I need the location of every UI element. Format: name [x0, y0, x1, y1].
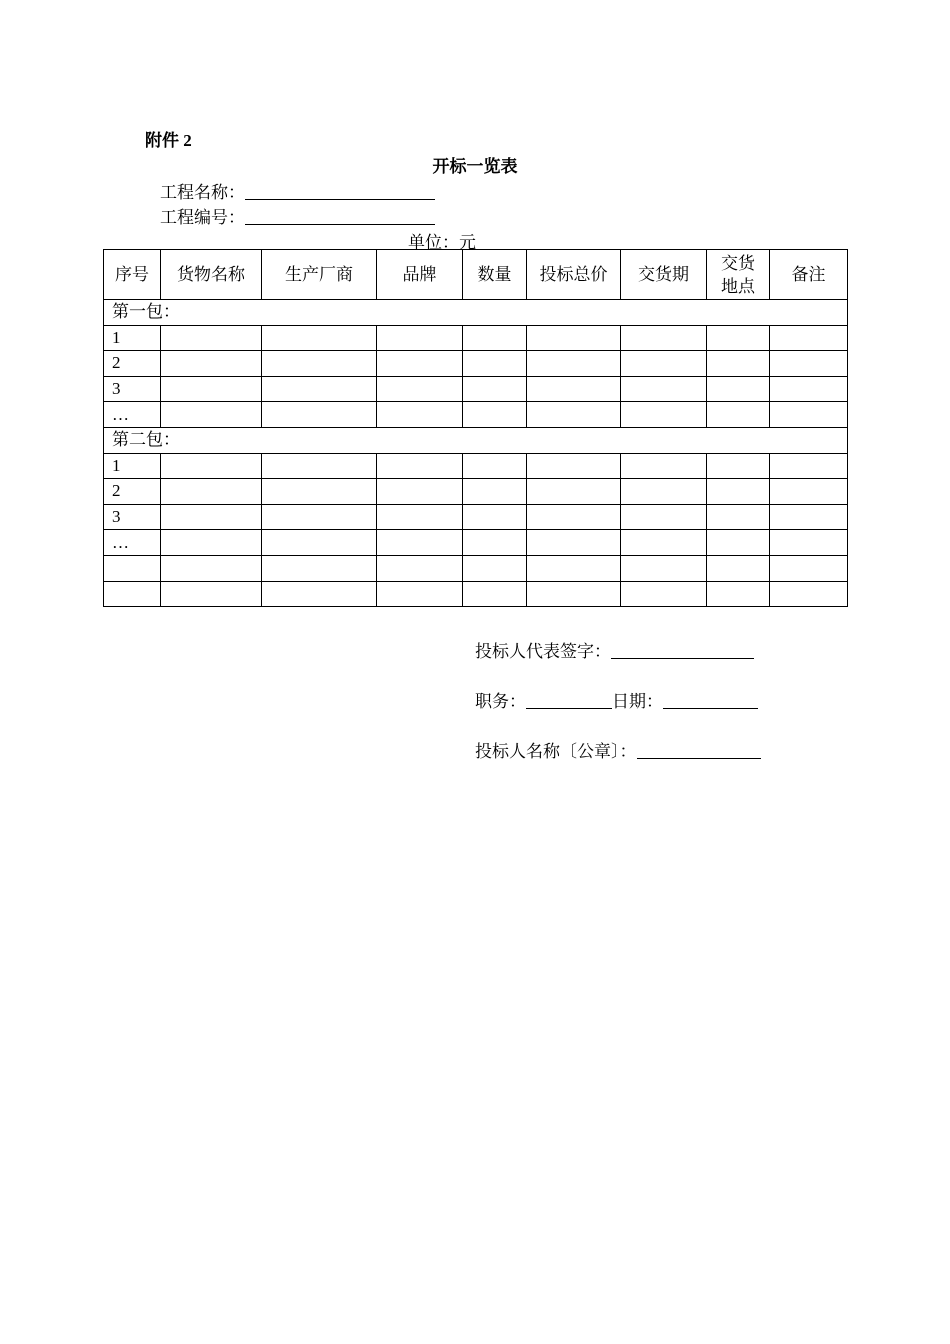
table-cell	[463, 325, 527, 351]
table-cell	[262, 351, 377, 377]
table-row	[104, 351, 848, 377]
table-cell	[262, 581, 377, 607]
table-cell	[161, 479, 262, 505]
table-cell	[527, 351, 621, 377]
representative-signature-field	[475, 637, 754, 662]
table-row	[104, 453, 848, 479]
table-row	[104, 376, 848, 402]
table-cell	[377, 504, 463, 530]
table-cell	[161, 351, 262, 377]
package2-label: 第二包：	[104, 427, 848, 453]
package1-row-index: …	[104, 402, 161, 428]
attachment-label: 附件 2	[145, 131, 192, 150]
table-cell	[463, 351, 527, 377]
position-blank	[526, 692, 612, 709]
table-cell	[621, 479, 707, 505]
table-cell	[527, 376, 621, 402]
table-cell	[463, 376, 527, 402]
company-seal-field	[475, 737, 761, 762]
table-cell	[161, 530, 262, 556]
package2-row-index: 2	[104, 479, 161, 505]
project-number-blank	[245, 208, 435, 225]
table-cell	[621, 325, 707, 351]
table-cell	[770, 479, 848, 505]
table-cell	[707, 351, 770, 377]
table-cell	[770, 530, 848, 556]
header-total-price: 投标总价	[527, 250, 621, 300]
table-cell	[527, 504, 621, 530]
table-cell	[161, 325, 262, 351]
table-cell	[527, 402, 621, 428]
page-title: 开标一览表	[432, 157, 518, 176]
table-cell	[527, 530, 621, 556]
company-name-blank	[637, 742, 761, 759]
table-cell	[262, 555, 377, 581]
table-cell	[262, 530, 377, 556]
table-cell	[377, 555, 463, 581]
package2-row-index	[104, 555, 161, 581]
table-cell	[707, 504, 770, 530]
bid-opening-table	[103, 249, 848, 607]
header-quantity: 数量	[463, 250, 527, 300]
table-cell	[707, 479, 770, 505]
header-delivery-place-line2: 地点	[721, 276, 755, 296]
table-cell	[621, 581, 707, 607]
package1-row-index: 1	[104, 325, 161, 351]
project-name-blank	[245, 183, 435, 200]
project-name-label: 工程名称：	[160, 183, 245, 202]
table-cell	[262, 325, 377, 351]
table-cell	[707, 453, 770, 479]
package1-row	[104, 300, 848, 326]
table-cell	[377, 325, 463, 351]
package2-row-index: …	[104, 530, 161, 556]
table-cell	[161, 504, 262, 530]
table-cell	[621, 453, 707, 479]
header-index: 序号	[104, 250, 161, 300]
table-cell	[262, 504, 377, 530]
table-cell	[621, 530, 707, 556]
table-cell	[262, 453, 377, 479]
table-cell	[161, 555, 262, 581]
table-cell	[770, 555, 848, 581]
table-cell	[770, 581, 848, 607]
header-manufacturer: 生产厂商	[262, 250, 377, 300]
header-delivery-period: 交货期	[621, 250, 707, 300]
package2-row-index: 1	[104, 453, 161, 479]
table-cell	[527, 555, 621, 581]
table-cell	[463, 504, 527, 530]
position-date-field	[475, 687, 758, 712]
table-cell	[770, 402, 848, 428]
table-cell	[707, 402, 770, 428]
table-cell	[377, 402, 463, 428]
table-cell	[463, 530, 527, 556]
table-row	[104, 504, 848, 530]
table-cell	[770, 504, 848, 530]
table-cell	[707, 581, 770, 607]
table-cell	[463, 402, 527, 428]
table-cell	[621, 376, 707, 402]
header-delivery-place-line1: 交货	[721, 253, 755, 273]
table-cell	[377, 479, 463, 505]
table-cell	[377, 376, 463, 402]
table-cell	[377, 581, 463, 607]
table-cell	[707, 376, 770, 402]
table-cell	[621, 402, 707, 428]
table-cell	[770, 453, 848, 479]
project-number-field	[160, 203, 435, 228]
table-cell	[527, 325, 621, 351]
header-goods-name: 货物名称	[161, 250, 262, 300]
table-cell	[621, 555, 707, 581]
package2-row	[104, 427, 848, 453]
table-cell	[161, 376, 262, 402]
package2-row-index: 3	[104, 504, 161, 530]
table-cell	[161, 581, 262, 607]
table-cell	[262, 479, 377, 505]
table-cell	[377, 453, 463, 479]
table-cell	[463, 581, 527, 607]
table-cell	[527, 453, 621, 479]
table-row	[104, 530, 848, 556]
header-remarks: 备注	[770, 250, 848, 300]
date-label: 日期：	[612, 692, 663, 711]
package2-row-index	[104, 581, 161, 607]
package1-row-index: 3	[104, 376, 161, 402]
table-cell	[621, 351, 707, 377]
table-cell	[463, 555, 527, 581]
table-row	[104, 479, 848, 505]
table-cell	[161, 453, 262, 479]
table-cell	[707, 325, 770, 351]
table-cell	[161, 402, 262, 428]
table-row	[104, 555, 848, 581]
table-cell	[527, 479, 621, 505]
header-delivery-place	[707, 250, 770, 300]
table-header-row	[104, 250, 848, 300]
representative-signature-blank	[611, 642, 754, 659]
table-cell	[262, 376, 377, 402]
table-cell	[377, 351, 463, 377]
table-cell	[770, 351, 848, 377]
project-number-label: 工程编号：	[160, 208, 245, 227]
project-name-field	[160, 178, 435, 203]
date-blank	[663, 692, 758, 709]
table-cell	[262, 402, 377, 428]
header-brand: 品牌	[377, 250, 463, 300]
table-cell	[527, 581, 621, 607]
package1-label: 第一包：	[104, 300, 848, 326]
package1-row-index: 2	[104, 351, 161, 377]
company-name-label: 投标人名称〔公章〕：	[475, 742, 637, 761]
table-cell	[770, 325, 848, 351]
table-cell	[770, 376, 848, 402]
table-row	[104, 581, 848, 607]
table-cell	[377, 530, 463, 556]
unit-label: 单位：元	[408, 233, 476, 252]
representative-signature-label: 投标人代表签字：	[475, 642, 611, 661]
table-row	[104, 325, 848, 351]
position-label: 职务：	[475, 692, 526, 711]
table-cell	[463, 453, 527, 479]
table-cell	[621, 504, 707, 530]
table-row	[104, 402, 848, 428]
table-cell	[463, 479, 527, 505]
table-cell	[707, 555, 770, 581]
table-cell	[707, 530, 770, 556]
